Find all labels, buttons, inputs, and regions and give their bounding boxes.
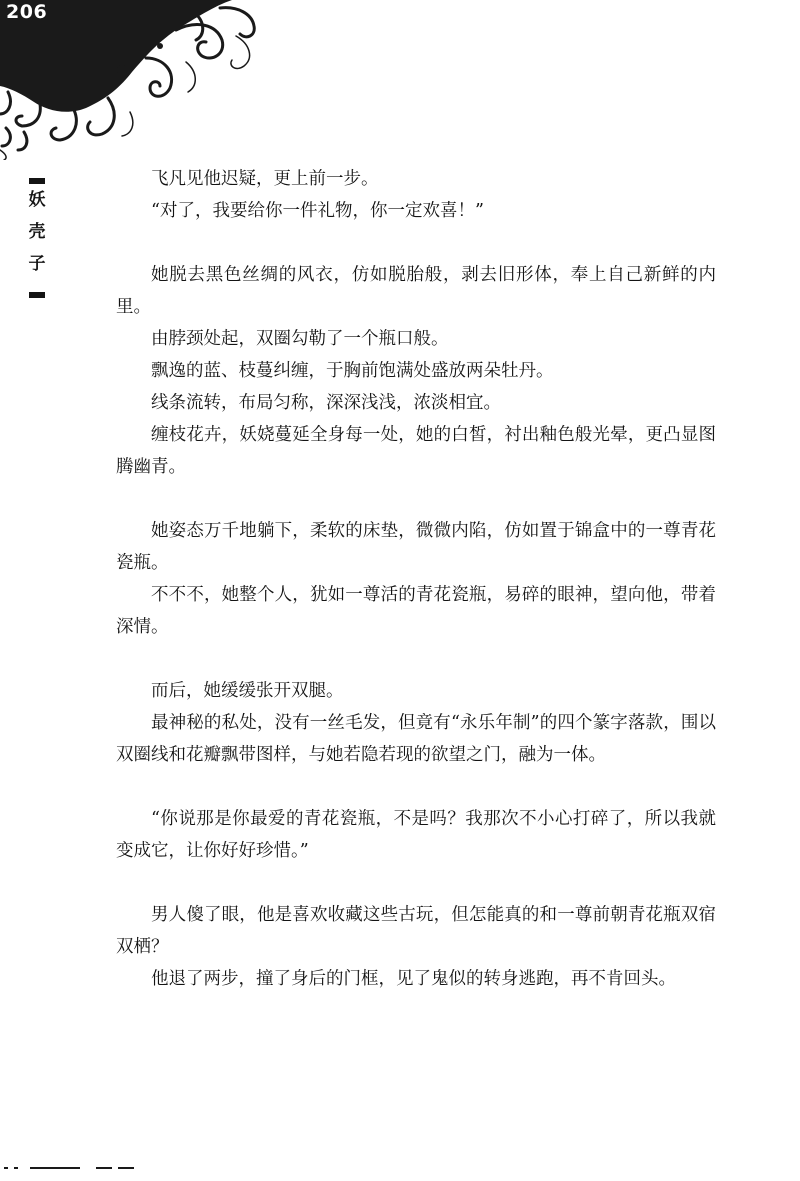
- paragraph: 线条流转，布局匀称，深深浅浅，浓淡相宜。: [151, 393, 501, 413]
- body-text: [116, 163, 716, 995]
- section-gap: [116, 867, 716, 899]
- paragraph: 男人傻了眼，他是喜欢收藏这些古玩，但怎能真的和一尊前朝青花瓶双宿双栖？: [116, 905, 716, 957]
- paragraph: 最神秘的私处，没有一丝毛发，但竟有“永乐年制”的四个篆字落款，围以双圈线和花瓣飘带图样，与她若隐若现的欲望之门，融为一体。: [116, 713, 716, 765]
- paragraph: 飞凡见他迟疑，更上前一步。: [151, 169, 379, 189]
- running-title-char: 妖: [28, 190, 46, 210]
- running-title-char: 壳: [28, 222, 46, 242]
- paragraph: 由脖颈处起，双圈勾勒了一个瓶口般。: [151, 329, 449, 349]
- section-gap: [116, 771, 716, 803]
- page-number: 206: [6, 1, 48, 23]
- paragraph: 她脱去黑色丝绸的风衣，仿如脱胎般，剥去旧形体，奉上自己新鲜的内里。: [116, 265, 716, 317]
- paragraph: 不不不，她整个人，犹如一尊活的青花瓷瓶，易碎的眼神，望向他，带着深情。: [116, 585, 716, 637]
- section-gap: [116, 643, 716, 675]
- paragraph: “你说那是你最爱的青花瓷瓶，不是吗？我那次不小心打碎了，所以我就变成它，让你好好珍惜。”: [116, 809, 716, 861]
- running-title-bottom-bar: [29, 292, 45, 298]
- paragraph: “对了，我要给你一件礼物，你一定欢喜！”: [151, 201, 484, 221]
- paragraph: 飘逸的蓝、枝蔓纠缠，于胸前饱满处盛放两朵牡丹。: [151, 361, 554, 381]
- paragraph: 而后，她缓缓张开双腿。: [151, 681, 344, 701]
- running-title: [26, 178, 48, 298]
- corner-swirl-ornament: [0, 0, 270, 160]
- section-gap: [116, 483, 716, 515]
- paragraph: 她姿态万千地躺下，柔软的床垫，微微内陷，仿如置于锦盒中的一尊青花瓷瓶。: [116, 521, 716, 573]
- paragraph: 缠枝花卉，妖娆蔓延全身每一处，她的白皙，衬出釉色般光晕，更凸显图腾幽青。: [116, 425, 716, 477]
- footer-dashes: [0, 1162, 140, 1172]
- section-gap: [116, 227, 716, 259]
- running-title-char: 子: [28, 254, 46, 274]
- paragraph: 他退了两步，撞了身后的门框，见了鬼似的转身逃跑，再不肯回头。: [151, 969, 676, 989]
